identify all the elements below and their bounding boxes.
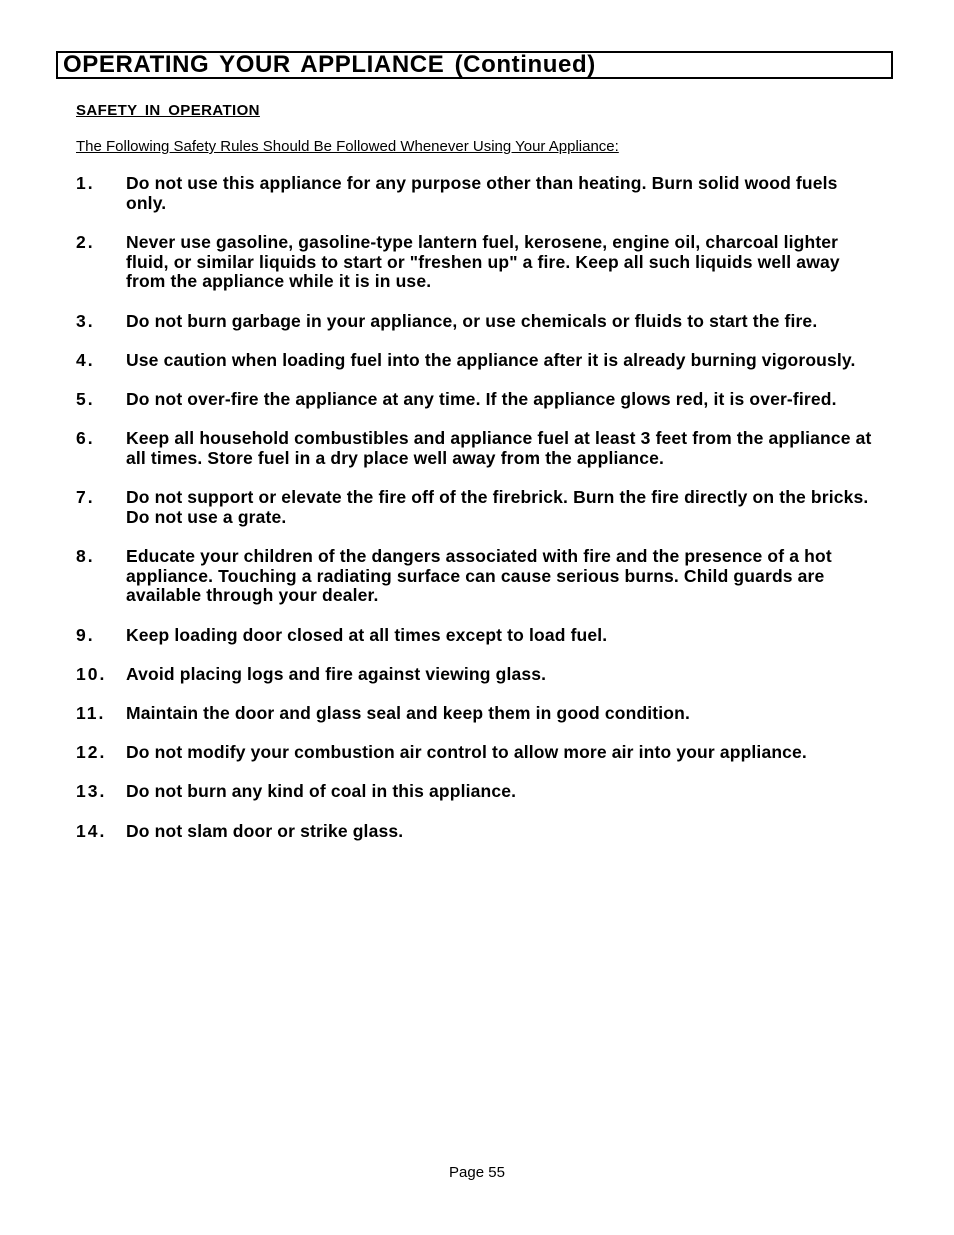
rule-number: 9. [76,624,95,645]
page-title-box [56,51,893,79]
rule-item [76,312,876,332]
rule-item [76,174,876,213]
rule-number: 14. [76,820,107,841]
rule-text: Do not modify your combustion air control to allow more air into your appliance. [126,742,807,763]
rule-number: 3. [76,310,95,331]
rule-text: Maintain the door and glass seal and keep them in good condition. [126,702,690,723]
rule-number: 10. [76,663,107,684]
rule-item [76,233,876,292]
safety-rules-list [76,174,876,861]
section-intro: The Following Safety Rules Should Be Followed Whenever Using Your Appliance: [76,138,619,155]
rule-item [76,665,876,685]
rule-number: 6. [76,428,95,449]
rule-number: 2. [76,231,95,252]
rule-text: Do not burn any kind of coal in this appliance. [126,781,517,802]
rule-text: Do not support or elevate the fire off of the firebrick. Burn the fire directly on the bricks. Do not use a grate. [126,487,869,527]
rule-number: 4. [76,349,95,370]
rule-text: Do not slam door or strike glass. [126,820,404,841]
rule-text: Do not over-fire the appliance at any time. If the appliance glows red, it is over-fired. [126,388,837,409]
rule-item [76,822,876,842]
rule-text: Keep all household combustibles and appliance fuel at least 3 feet from the appliance at all times. Store fuel in a dry place well away from the appliance. [126,428,872,468]
rule-item [76,351,876,371]
rule-text: Do not burn garbage in your appliance, or use chemicals or fluids to start the fire. [126,310,818,331]
rule-number: 8. [76,545,95,566]
rule-number: 11. [76,702,106,723]
rule-text: Keep loading door closed at all times except to load fuel. [126,624,608,645]
rule-text: Avoid placing logs and fire against viewing glass. [126,663,547,684]
rule-number: 1. [76,173,95,193]
page-title: OPERATING YOUR APPLIANCE (Continued) [63,51,596,78]
rule-number: 13. [76,781,107,802]
rule-item [76,782,876,802]
rule-item [76,429,876,468]
page-number: Page 55 [449,1164,505,1181]
rule-number: 5. [76,388,95,409]
rule-text: Educate your children of the dangers associated with fire and the presence of a hot appliance. Touching a radiating surface can cause serious burns. Child guards are available through your dealer. [126,545,832,606]
rule-item [76,390,876,410]
rule-item [76,626,876,646]
rule-number: 12. [76,742,107,763]
section-heading: SAFETY IN OPERATION [76,102,260,119]
rule-text: Never use gasoline, gasoline-type lantern fuel, kerosene, engine oil, charcoal lighter fluid, or similar liquids to start or "freshen up" a fire. Keep all such liquids well away from the appliance while it is in use. [126,231,840,292]
rule-item [76,743,876,763]
rule-text: Use caution when loading fuel into the appliance after it is already burning vigorously. [126,349,856,370]
rule-text: Do not use this appliance for any purpose other than heating. Burn solid wood fuels only. [126,173,838,213]
rule-item [76,704,876,724]
rule-item [76,547,876,606]
rule-item [76,488,876,527]
rule-number: 7. [76,487,95,508]
